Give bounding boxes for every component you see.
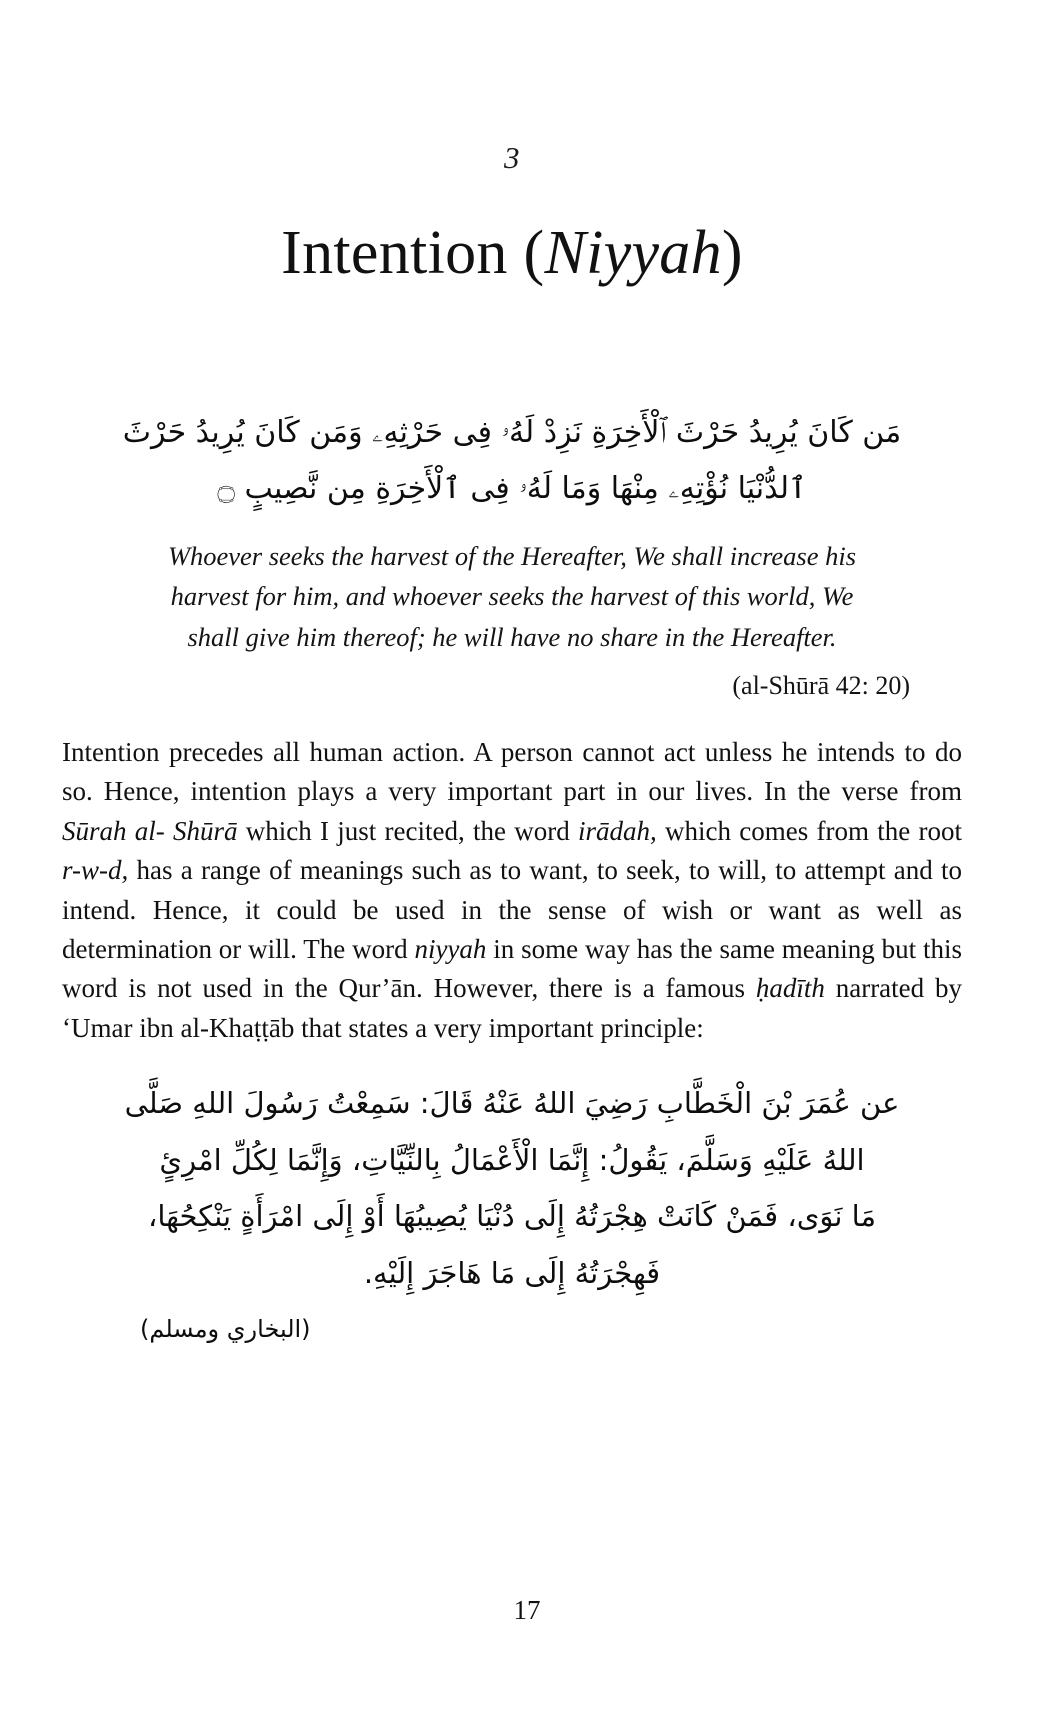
- hadith-arabic-line-1: عن عُمَرَ بْنَ الْخَطَّابِ رَضِيَ اللهُ عَنْهُ قَالَ: سَمِعْتُ رَسُولَ اللهِ صَلَّى: [124, 1086, 900, 1121]
- chapter-title-open-paren: (: [523, 219, 545, 287]
- hadith-arabic-line-3: مَا نَوَى، فَمَنْ كَانَتْ هِجْرَتُهُ إِلَى دُنْيَا يُصِيبُهَا أَوْ إِلَى امْرَأَةٍ يَنْكِحُهَا،: [147, 1199, 877, 1234]
- body-paragraph: [62, 733, 962, 1048]
- quran-arabic-line-2: ٱلدُّنْيَا نُؤْتِهِۦ مِنْهَا وَمَا لَهُۥ فِى ٱلْأَخِرَةِ مِن نَّصِيبٍ ۝: [217, 470, 807, 506]
- chapter-title-term: Niyyah: [544, 219, 722, 287]
- body-term-root-rwd: r-w-d,: [62, 855, 129, 886]
- quran-arabic-line-1: مَن كَانَ يُرِيدُ حَرْثَ ٱلْأَخِرَةِ نَزِدْ لَهُۥ فِى حَرْثِهِۦ وَمَن كَانَ يُرِيدُ حَرْثَ: [122, 415, 902, 451]
- page-number: 17: [513, 1595, 541, 1625]
- hadith-source-attribution: (البخاري ومسلم): [140, 1315, 311, 1344]
- chapter-number: 3: [504, 140, 520, 175]
- chapter-title-close-paren: ): [721, 219, 743, 287]
- quran-quote-block: [62, 405, 962, 701]
- body-text-part-2: which I just recited, the word: [237, 815, 578, 846]
- body-term-iradah: irādah,: [578, 815, 657, 846]
- page-title: [62, 219, 962, 287]
- body-text-part-4: has a range of meanings such as to want, to seek, to will, to attempt and to intend. Hence, it could be used in the sense of wish or want as well as determination or will. The word: [62, 855, 962, 965]
- body-term-niyyah: niyyah: [414, 934, 487, 965]
- hadith-arabic-line-4: فَهِجْرَتُهُ إِلَى مَا هَاجَرَ إِلَيْهِ.: [363, 1255, 661, 1290]
- chapter-title-main: Intention: [281, 219, 524, 287]
- body-term-hadith: ḥadīth: [755, 973, 825, 1004]
- hadith-quote-block: [62, 1075, 962, 1343]
- quran-citation: (al-Shūrā 42: 20): [732, 670, 910, 700]
- page-content: [62, 0, 962, 1343]
- quran-translation: Whoever seeks the harvest of the Hereafter, We shall increase his harvest for him, and whoever seeks the harvest of this world, We shall give him thereof; he will have no share in the Hereafter.: [167, 541, 857, 652]
- body-text-part-5: in some way has the same meaning but this word is not used in the Qur’ān. However, there is a famous: [62, 934, 962, 1004]
- body-term-surah-al-shura: Sūrah al- Shūrā: [62, 815, 238, 846]
- body-text-part-1: Intention precedes all human action. A person cannot act unless he intends to do so. Hence, intention plays a very important part in our lives. In the verse from: [62, 736, 962, 807]
- body-text-part-3: which comes from the root: [656, 815, 962, 846]
- hadith-arabic-line-2: اللهُ عَلَيْهِ وَسَلَّمَ، يَقُولُ: إِنَّمَا الْأَعْمَالُ بِالنِّيَّاتِ، وَإِنَّمَا لِكُلِّ امْرِئٍ: [159, 1142, 865, 1177]
- body-text-part-6: narrated by ‘Umar ibn al-Khaṭṭāb that states a very important principle:: [62, 973, 962, 1043]
